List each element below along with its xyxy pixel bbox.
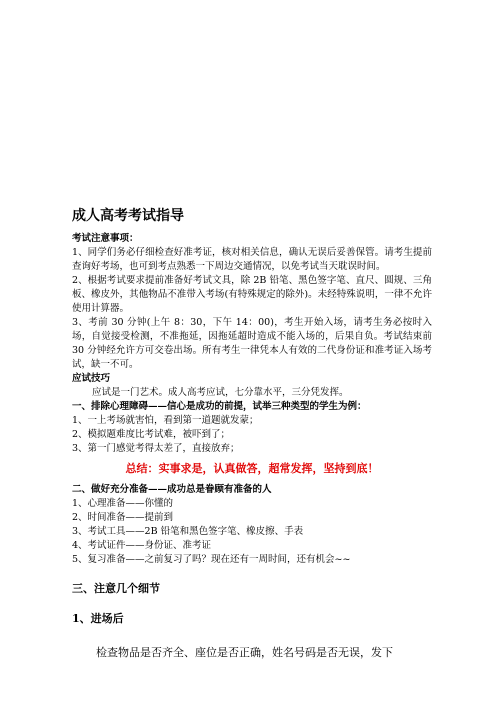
- document-title: 成人高考考试指导: [72, 208, 184, 224]
- part2-item: 1、心理准备——你懂的: [72, 498, 174, 509]
- part2-item: 3、考试工具——2B 铅笔和黑色签字笔、橡皮擦、手表: [72, 526, 304, 537]
- part1-heading: 一、排除心理障碍——信心是成功的前提，试举三种类型的学生为例：: [72, 401, 367, 412]
- part2-heading: 二、做好充分准备——成功总是眷顾有准备的人: [72, 484, 272, 495]
- part2-item: 5、复习准备——之前复习了吗？现在还有一周时间，还有机会~~: [72, 554, 351, 565]
- part2-item: 4、考试证件——身份证、准考证: [72, 540, 212, 551]
- notes-heading: 考试注意事项：: [72, 233, 139, 244]
- part1-item: 3、第一门感觉考得太差了，直接放弃；: [72, 443, 240, 454]
- skills-intro: 应试是一门艺术。成人高考应试，七分靠水平，三分凭发挥。: [92, 387, 349, 398]
- part3-heading: 三、注意几个细节: [72, 582, 160, 595]
- summary-line: 总结：实事求是，认真做答，超常发挥，坚持到底！: [125, 462, 379, 475]
- note-item: 2、根据考试要求提前准备好考试文具，除 2B 铅笔、黑色签字笔、直尺、圆规、三角板、橡皮外，其他物品不准带入考场(有特殊规定的除外)。未经特殊说明，一律不允许使用计算器。: [72, 275, 432, 314]
- part1-item: 2、模拟题难度比考试难，被吓到了；: [72, 429, 231, 440]
- part3-subheading: 1、进场后: [72, 612, 124, 625]
- part1-item: 1、一上考场就害怕，看到第一道题就发蒙；: [72, 415, 259, 426]
- part2-item: 2、时间准备——提前到: [72, 512, 174, 523]
- document-body: [72, 206, 432, 661]
- skills-heading: 应试技巧: [72, 373, 111, 384]
- part3-body: 检查物品是否齐全、座位是否正确，姓名号码是否无误，发下: [96, 646, 393, 659]
- note-item: 1、同学们务必仔细检查好准考证，核对相关信息，确认无误后妥善保管。请考生提前查询好考场，也可到考点熟悉一下周边交通情况，以免考试当天耽误时间。: [72, 247, 432, 272]
- note-item: 3、考前 30 分钟(上午 8：30，下午 14：00)，考生开始入场，请考生务必按时入场，自觉接受检测，不准拖延，因拖延超时造成不能入场的，后果自负。考试结束前 30 分钟经允许方可交卷出场。所有考生一律凭本人有效的二代身份证和准考证入场考试，缺一不可。: [72, 317, 432, 370]
